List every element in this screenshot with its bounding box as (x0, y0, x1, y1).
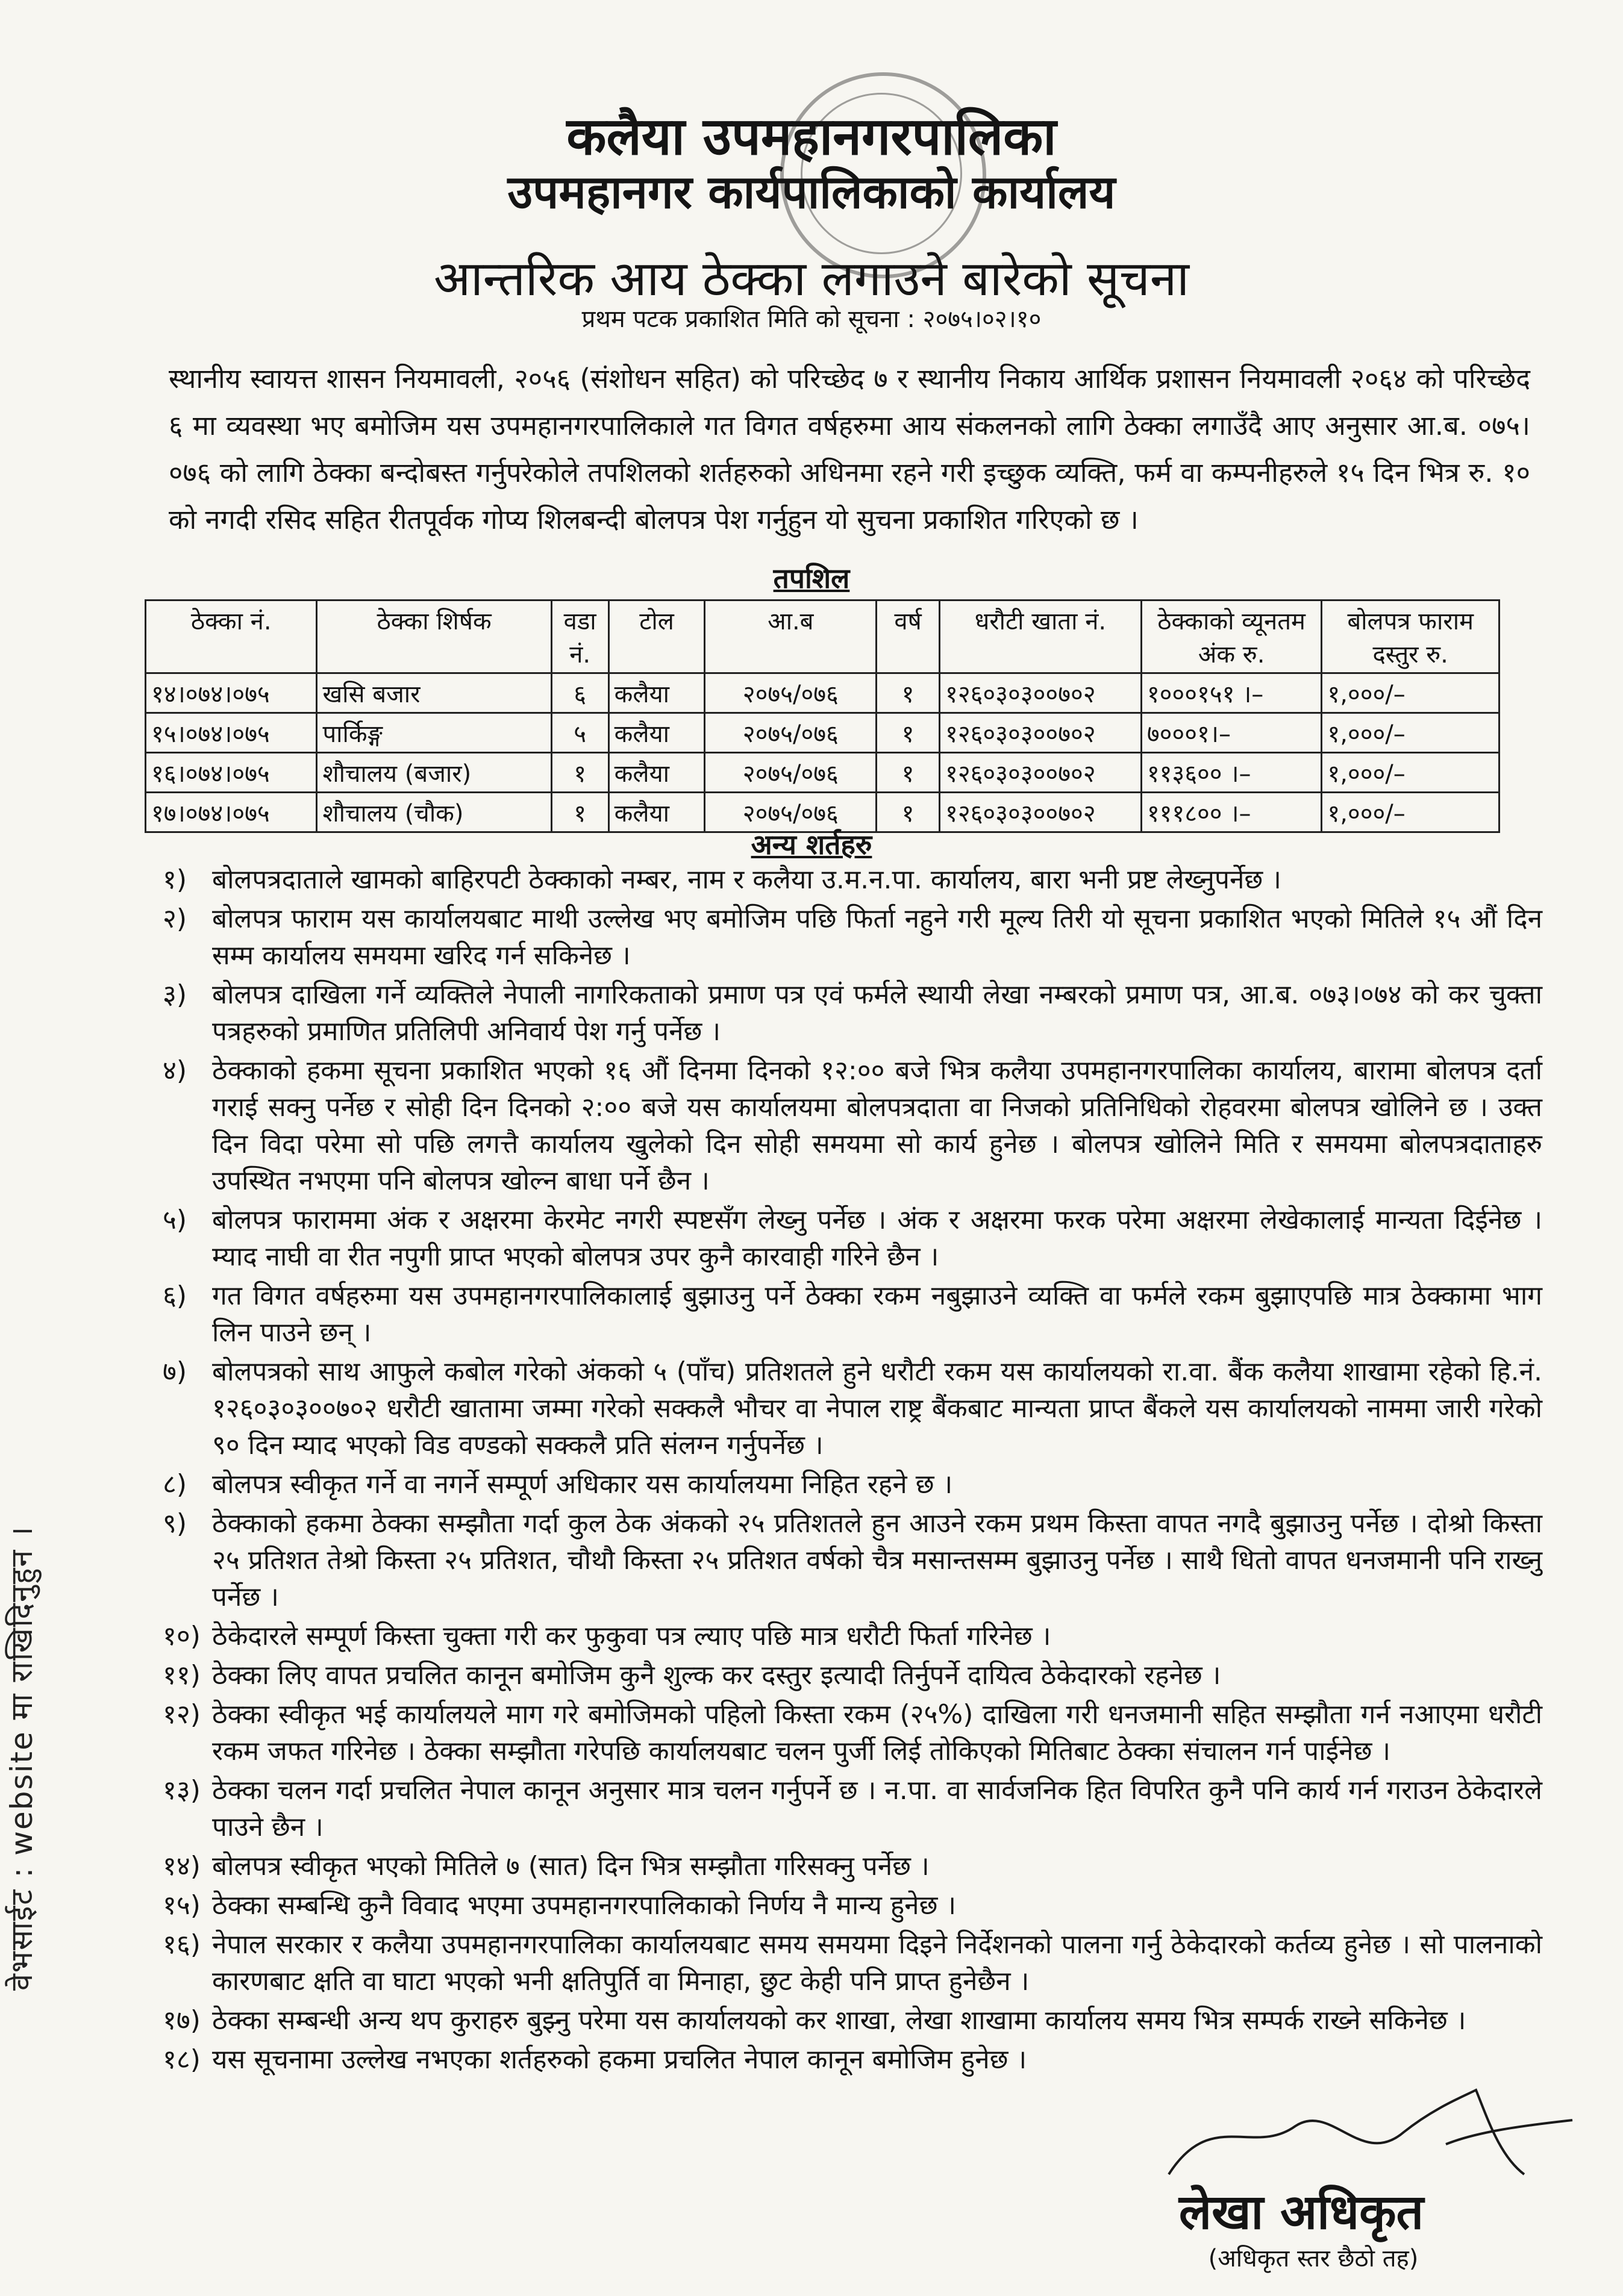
table-heading (0, 559, 1623, 596)
condition-item (163, 1657, 1542, 1694)
cell-fiscal-year: २०७५/०७६ (705, 713, 877, 753)
condition-text: ठेक्का चलन गर्दा प्रचलित नेपाल कानून अनुसार मात्र चलन गर्नुपर्ने छ । न.पा. वा सार्वजनिक हित विपरित कुनै पनि कार्य गर्न गराउन ठेकेदारले पाउने छैन । (212, 1775, 1542, 1842)
cell-ward-no: १ (551, 753, 608, 793)
col-header-fiscal-year: आ.ब (705, 601, 877, 673)
handwritten-signature (1163, 2084, 1584, 2192)
condition-number: २) (163, 903, 187, 934)
cell-contract-no: १५।०७४।०७५ (146, 713, 317, 753)
condition-item (163, 1466, 1542, 1503)
condition-item (163, 1202, 1542, 1275)
cell-contract-title: खसि बजार (317, 673, 551, 713)
cell-tole: कलैया (608, 713, 705, 753)
table-row (146, 713, 1499, 753)
condition-text: यस सूचनामा उल्लेख नभएका शर्तहरुको हकमा प्रचलित नेपाल कानून बमोजिम हुनेछ । (212, 2044, 1027, 2075)
col-header-minimum-amount: ठेक्काको व्यूनतम अंक रु. (1141, 601, 1322, 673)
condition-item (163, 1505, 1542, 1615)
notice-title: आन्तरिक आय ठेक्का लगाउने बारेको सूचना (434, 251, 1189, 307)
conditions-heading (0, 825, 1623, 863)
col-header-deposit-account: धरौटी खाता नं. (940, 601, 1142, 673)
col-header-contract-title: ठेक्का शिर्षक (317, 601, 551, 673)
condition-text: बोलपत्रदाताले खामको बाहिरपटी ठेक्काको नम्बर, नाम र कलैया उ.म.न.पा. कार्यालय, बारा भनी प्रष्ट लेख्नुपर्नेछ । (212, 864, 1281, 895)
cell-ward-no: ५ (551, 713, 608, 753)
col-header-form-fee: बोलपत्र फाराम दस्तुर रु. (1322, 601, 1499, 673)
condition-item (163, 1052, 1542, 1199)
condition-text: बोलपत्र स्वीकृत भएको मितिले ७ (सात) दिन भित्र सम्झौता गरिसक्नु पर्नेछ । (212, 1851, 930, 1882)
condition-number: ११) (163, 1660, 201, 1691)
publication-date: प्रथम पटक प्रकाशित मिति को सूचना : २०७५।०२।१० (581, 305, 1042, 333)
cell-contract-title: शौचालय (चौक) (317, 793, 551, 832)
condition-number: १८) (163, 2044, 201, 2075)
condition-item (163, 1618, 1542, 1655)
cell-contract-title: शौचालय (बजार) (317, 753, 551, 793)
signatory-grade: (अधिकृत स्तर छैठो तह) (1208, 2245, 1419, 2273)
condition-number: १०) (163, 1621, 201, 1652)
condition-text: नेपाल सरकार र कलैया उपमहानगरपालिका कार्यालयबाट समय समयमा दिइने निर्देशनको पालना गर्नु ठेकेदारको कर्तव्य हुनेछ । सो पालनाको कारणबाट क्षति वा घाटा भएको भनी क्षतिपुर्ति वा मिनाहा, छुट केही पनि प्राप्त हुनेछैन । (212, 1929, 1542, 1997)
condition-item (163, 1848, 1542, 1885)
cell-ward-no: १ (551, 793, 608, 832)
condition-item (163, 1353, 1542, 1464)
cell-contract-no: १६।०७४।०७५ (146, 753, 317, 793)
table-row (146, 753, 1499, 793)
condition-item (163, 861, 1542, 898)
intro-paragraph: स्थानीय स्वायत्त शासन नियमावली, २०५६ (संशोधन सहित) को परिच्छेद ७ र स्थानीय निकाय आर्थिक प्रशासन नियमावली २०६४ को परिच्छेद ६ मा व्यवस्था भए बमोजिम यस उपमहानगरपालिकाले गत विगत वर्षहरुमा आय संकलनको लागि ठेक्का लगाउँदै आए अनुसार आ.ब. ०७५।०७६ को लागि ठेक्का बन्दोबस्त गर्नुपरेकोले तपशिलको शर्तहरुको अधिनमा रहने गरी इच्छुक व्यक्ति, फर्म वा कम्पनीहरुले १५ दिन भित्र रु. १० को नगदी रसिद सहित रीतपूर्वक गोप्य शिलबन्दी बोलपत्र पेश गर्नुहुन यो सुचना प्रकाशित गरिएको छ । (169, 363, 1530, 535)
conditions-list (163, 861, 1542, 2080)
condition-number: ७) (163, 1356, 187, 1387)
condition-item (163, 2002, 1542, 2039)
cell-form-fee: १,०००/– (1322, 753, 1499, 793)
table-header-row (146, 601, 1499, 673)
cell-tole: कलैया (608, 673, 705, 713)
cell-years: १ (877, 713, 940, 753)
condition-number: १५) (163, 1890, 201, 1921)
cell-fiscal-year: २०७५/०७६ (705, 673, 877, 713)
table-heading-text: तपशिल (773, 562, 850, 594)
municipality-name: कलैया उपमहानगरपालिका (566, 107, 1057, 167)
col-header-years: वर्ष (877, 601, 940, 673)
condition-text: ठेकेदारले सम्पूर्ण किस्ता चुक्ता गरी कर फुकुवा पत्र ल्याए पछि मात्र धरौटी फिर्ता गरिनेछ । (212, 1621, 1051, 1652)
condition-item (163, 1926, 1542, 2000)
condition-number: १४) (163, 1851, 201, 1882)
condition-text: ठेक्का सम्बन्धी अन्य थप कुराहरु बुझ्नु परेमा यस कार्यालयको कर शाखा, लेखा शाखामा कार्यालय समय भित्र सम्पर्क राख्ने सकिनेछ । (212, 2005, 1466, 2036)
condition-number: १२) (163, 1699, 201, 1730)
cell-deposit-account: १२६०३०३००७०२ (940, 673, 1142, 713)
cell-years: १ (877, 793, 940, 832)
cell-form-fee: १,०००/– (1322, 713, 1499, 753)
condition-item (163, 1772, 1542, 1845)
handwritten-side-note: वेभसाईट : website मा राखिदिनुहुन । (4, 1525, 39, 1991)
cell-contract-no: १७।०७४।०७५ (146, 793, 317, 832)
condition-number: ८) (163, 1469, 187, 1500)
cell-fiscal-year: २०७५/०७६ (705, 753, 877, 793)
condition-item (163, 1277, 1542, 1351)
condition-text: बोलपत्र फाराम यस कार्यालयबाट माथी उल्लेख भए बमोजिम पछि फिर्ता नहुने गरी मूल्य तिरी यो सूचना प्रकाशित भएको मितिले १५ औं दिन सम्म कार्यालय समयमा खरिद गर्न सकिनेछ । (212, 903, 1542, 971)
col-header-contract-no: ठेक्का नं. (146, 601, 317, 673)
cell-years: १ (877, 673, 940, 713)
condition-text: बोलपत्रको साथ आफुले कबोल गरेको अंकको ५ (पाँच) प्रतिशतले हुने धरौटी रकम यस कार्यालयको रा.वा. बैंक कलैया शाखामा रहेको हि.नं. १२६०३०३००७०२ धरौटी खातामा जम्मा गरेको सक्कलै भौचर वा नेपाल राष्ट्र बैंकबाट मान्यता प्राप्त बैंकले यस कार्यालयको नाममा जारी गरेको ९० दिन म्याद भएको विड वण्डको सक्कलै प्रति संलग्न गर्नुपर्नेछ । (212, 1356, 1542, 1461)
condition-text: गत विगत वर्षहरुमा यस उपमहानगरपालिकालाई बुझाउनु पर्ने ठेक्का रकम नबुझाउने व्यक्ति वा फर्मले रकम बुझाएपछि मात्र ठेक्कामा भाग लिन पाउने छन् । (212, 1281, 1542, 1348)
condition-item (163, 2041, 1542, 2078)
cell-tole: कलैया (608, 753, 705, 793)
condition-number: ४) (163, 1055, 187, 1086)
condition-text: ठेक्काको हकमा सूचना प्रकाशित भएको १६ औं दिनमा दिनको १२:०० बजे भित्र कलैया उपमहानगरपालिका कार्यालय, बारामा बोलपत्र दर्ता गराई सक्नु पर्नेछ र सोही दिन दिनको २:०० बजे यस कार्यालयमा बोलपत्रदाता वा निजको प्रतिनिधिको रोहवरमा बोलपत्र खोलिने छ । उक्त दिन विदा परेमा सो पछि लगत्तै कार्यालय खुलेको दिन सोही समयमा सो कार्य हुनेछ । बोलपत्र खोलिने मिति र समयमा बोलपत्रदाताहरु उपस्थित नभएमा पनि बोलपत्र खोल्न बाधा पर्ने छैन । (212, 1055, 1542, 1196)
condition-number: ३) (163, 979, 187, 1010)
conditions-heading-text: अन्य शर्तहरु (751, 828, 872, 861)
condition-number: १६) (163, 1929, 201, 1960)
cell-form-fee: १,०००/– (1322, 673, 1499, 713)
table-row (146, 673, 1499, 713)
condition-number: ६) (163, 1281, 187, 1311)
condition-item (163, 1887, 1542, 1924)
condition-number: १) (163, 864, 187, 895)
cell-minimum-amount: १११८०० ।– (1141, 793, 1322, 832)
condition-text: ठेक्का लिए वापत प्रचलित कानून बमोजिम कुनै शुल्क कर दस्तुर इत्यादी तिर्नुपर्ने दायित्व ठेकेदारको रहनेछ । (212, 1660, 1221, 1691)
condition-text: ठेक्का सम्बन्धि कुनै विवाद भएमा उपमहानगरपालिकाको निर्णय नै मान्य हुनेछ । (212, 1890, 957, 1921)
condition-item (163, 976, 1542, 1050)
cell-years: १ (877, 753, 940, 793)
cell-contract-title: पार्किङ्ग (317, 713, 551, 753)
condition-number: ९) (163, 1508, 187, 1539)
cell-contract-no: १४।०७४।०७५ (146, 673, 317, 713)
condition-text: ठेक्काको हकमा ठेक्का सम्झौता गर्दा कुल ठेक अंकको २५ प्रतिशतले हुन आउने रकम प्रथम किस्ता वापत नगदै बुझाउनु पर्नेछ । दोश्रो किस्ता २५ प्रतिशत तेश्रो किस्ता २५ प्रतिशत, चौथौ किस्ता २५ प्रतिशत वर्षको चैत्र मसान्तसम्म बुझाउनु पर्नेछ । साथै धितो वापत धनजमानी पनि राख्नु पर्नेछ । (212, 1508, 1542, 1612)
condition-text: ठेक्का स्वीकृत भई कार्यालयले माग गरे बमोजिमको पहिलो किस्ता रकम (२५%) दाखिला गरी धनजमानी सहित सम्झौता गर्न नआएमा धरौटी रकम जफत गरिनेछ । ठेक्का सम्झौता गरेपछि कार्यालयबाट चलन पुर्जी लिई तोकिएको मितिबाट ठेक्का संचालन गर्न पाईनेछ । (212, 1699, 1542, 1767)
col-header-tole: टोल (608, 601, 705, 673)
cell-minimum-amount: १०००१५१ ।– (1141, 673, 1322, 713)
cell-fiscal-year: २०७५/०७६ (705, 793, 877, 832)
cell-deposit-account: १२६०३०३००७०२ (940, 753, 1142, 793)
condition-text: बोलपत्र दाखिला गर्ने व्यक्तिले नेपाली नागरिकताको प्रमाण पत्र एवं फर्मले स्थायी लेखा नम्बरको प्रमाण पत्र, आ.ब. ०७३।०७४ को कर चुक्ता पत्रहरुको प्रमाणित प्रतिलिपी अनिवार्य पेश गर्नु पर्नेछ । (212, 979, 1542, 1047)
cell-form-fee: १,०००/– (1322, 793, 1499, 832)
signatory-title: लेखा अधिकृत (1178, 2184, 1424, 2240)
condition-text: बोलपत्र स्वीकृत गर्ने वा नगर्ने सम्पूर्ण अधिकार यस कार्यालयमा निहित रहने छ । (212, 1469, 953, 1500)
condition-number: ५) (163, 1205, 187, 1235)
cell-deposit-account: १२६०३०३००७०२ (940, 793, 1142, 832)
col-header-ward-no: वडा नं. (551, 601, 608, 673)
cell-deposit-account: १२६०३०३००७०२ (940, 713, 1142, 753)
cell-minimum-amount: ११३६०० ।– (1141, 753, 1322, 793)
cell-minimum-amount: ७०००१।– (1141, 713, 1322, 753)
condition-number: १७) (163, 2005, 201, 2036)
cell-tole: कलैया (608, 793, 705, 832)
cell-ward-no: ६ (551, 673, 608, 713)
contract-table (145, 599, 1500, 833)
condition-item (163, 1696, 1542, 1770)
office-name: उपमहानगर कार्यपालिकाको कार्यालय (507, 165, 1116, 219)
condition-text: बोलपत्र फाराममा अंक र अक्षरमा केरमेट नगरी स्पष्टसँग लेख्नु पर्नेछ । अंक र अक्षरमा फरक परेमा अक्षरमा लेखेकालाई मान्यता दिईनेछ । म्याद नाघी वा रीत नपुगी प्राप्त भएको बोलपत्र उपर कुनै कारवाही गरिने छैन । (212, 1205, 1542, 1272)
condition-item (163, 900, 1542, 974)
condition-number: १३) (163, 1775, 201, 1806)
